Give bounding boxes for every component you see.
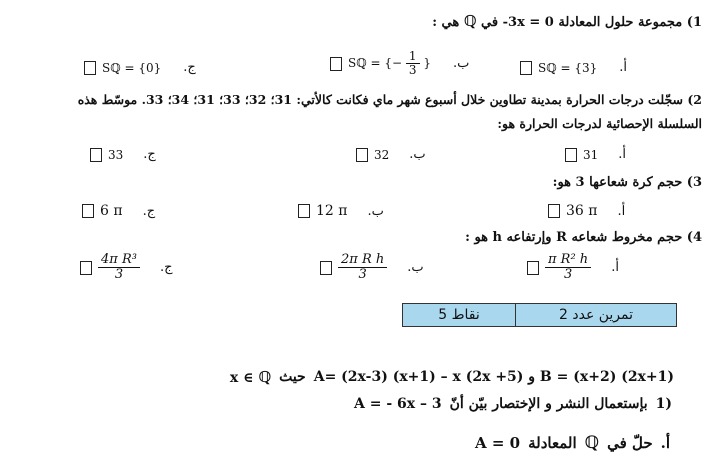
exercise-statement [230, 368, 674, 386]
sub-text-2: المعادلة [528, 434, 577, 452]
checkbox[interactable] [356, 148, 368, 162]
q2-option-c [90, 147, 156, 162]
question-4 [465, 230, 702, 245]
exercise-points: 5 نقاط [403, 304, 516, 326]
sub-math: A = 0 [475, 434, 521, 452]
sub-text: حلّ في [607, 434, 653, 452]
option-value: 31 [583, 147, 599, 162]
question-number: 2) [687, 92, 702, 107]
rational-set-symbol: ℚ [584, 433, 600, 453]
question-text-line1: سجّلت درجات الحرارة بمدينة تطاوين خلال أسبوع شهر ماي فكانت كالأتي: 31؛ 32؛ 33؛ 31؛ 34؛ 33. موسّط هذه [77, 92, 684, 107]
sub-letter: أ. [660, 434, 670, 452]
q2-option-b [356, 147, 426, 162]
q4-option-c [80, 253, 172, 283]
checkbox[interactable] [80, 261, 92, 275]
checkbox[interactable] [320, 261, 332, 275]
q3-option-c [82, 203, 155, 219]
checkbox[interactable] [298, 204, 310, 218]
checkbox[interactable] [330, 57, 342, 71]
option-letter: أ. [617, 203, 626, 219]
q3-option-b [298, 203, 384, 219]
statement-math: A= (2x-3) (x+1) – x (2x +5) و B = (x+2) (2x+1) [313, 369, 674, 385]
question-2 [78, 92, 702, 107]
option-value: Sℚ = {− $\frac{1}{3}$ } [348, 49, 431, 78]
part-number: 1) [655, 396, 672, 412]
q3-option-a [548, 203, 625, 219]
option-letter: أ. [618, 147, 627, 162]
option-letter: ج. [159, 260, 173, 276]
option-letter: ب. [409, 147, 426, 162]
option-value: 32 [374, 147, 390, 162]
exercise-part-1 [354, 396, 672, 412]
question-tail: هي : [432, 15, 460, 30]
q1-option-b [330, 50, 469, 77]
option-letter: ب. [452, 56, 470, 72]
option-letter: أ. [619, 60, 628, 75]
checkbox[interactable] [520, 61, 532, 75]
option-letter: ج. [143, 147, 156, 162]
part-math: A = - 6x – 3 [354, 396, 442, 412]
option-value: 6 π [100, 203, 123, 219]
option-letter: أ. [611, 260, 619, 276]
question-number: 1) [686, 15, 702, 30]
question-text: حجم مخروط شعاعه R وإرتفاعه h هو : [465, 230, 683, 245]
question-text: مجموعة حلول المعادلة 0 = 3x- في [481, 15, 683, 30]
part-text: بإستعمال النشر و الإختصار بيّن أنّ [449, 396, 648, 412]
question-3 [553, 175, 702, 190]
option-fraction: $\frac{\text{π R² h}}{3}$ [545, 253, 591, 283]
q2-option-a [565, 147, 626, 162]
option-letter: ب. [367, 203, 384, 219]
checkbox[interactable] [90, 148, 102, 162]
option-fraction: $\frac{\text{4π R³}}{3}$ [98, 253, 140, 283]
exercise-header [402, 303, 677, 327]
option-value: Sℚ = {0} [102, 60, 162, 75]
question-text: حجم كرة شعاعها 3 هو: [552, 175, 683, 190]
checkbox[interactable] [548, 204, 560, 218]
question-number: 4) [686, 230, 702, 245]
question-2-line2: السلسلة الإحصائية لدرجات الحرارة هو: [497, 116, 702, 131]
option-letter: ج. [142, 203, 156, 219]
exercise-sub-a [475, 433, 670, 453]
option-value: 12 π [316, 203, 348, 219]
checkbox[interactable] [565, 148, 577, 162]
option-letter: ب. [407, 260, 424, 276]
option-fraction: $\frac{\text{2π R h}}{3}$ [338, 253, 387, 283]
q4-option-a [527, 253, 619, 283]
question-number: 3) [686, 175, 702, 190]
rational-set-symbol: ℚ [463, 12, 477, 30]
q1-option-a [520, 60, 627, 75]
q4-option-b [320, 253, 424, 283]
rational-set-symbol: ℚ [258, 368, 272, 386]
option-letter: ج. [183, 60, 196, 75]
question-1 [432, 12, 702, 30]
statement-word: حيث [279, 369, 306, 385]
membership: x ∈ ℚ [229, 368, 272, 386]
option-value: 36 π [566, 203, 598, 219]
checkbox[interactable] [527, 261, 539, 275]
checkbox[interactable] [84, 61, 96, 75]
q1-option-c [84, 60, 196, 75]
checkbox[interactable] [82, 204, 94, 218]
option-value: Sℚ = {3} [538, 60, 598, 75]
exercise-title: تمرين عدد 2 [558, 307, 634, 323]
option-value: 33 [108, 147, 124, 162]
